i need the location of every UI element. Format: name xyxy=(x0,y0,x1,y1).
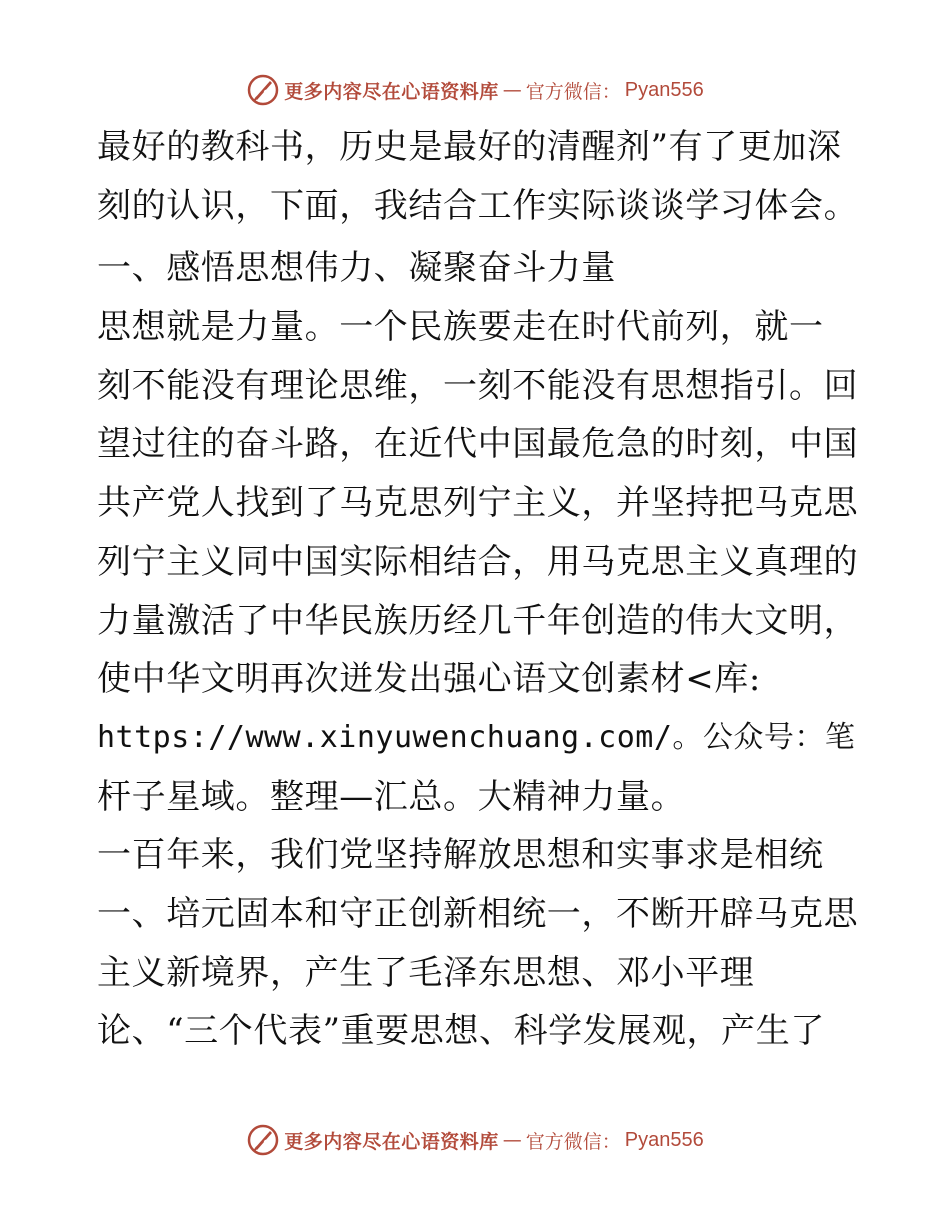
body-line: 一百年来，我们党坚持解放思想和实事求是相统 xyxy=(97,835,824,876)
body-line: 望过往的奋斗路，在近代中国最危急的时刻，中国 xyxy=(97,424,859,465)
banner-brand-text: 更多内容尽在心语资料库 xyxy=(284,80,499,103)
quill-pen-logo-icon xyxy=(246,1123,280,1157)
body-line: 主义新境界，产生了毛泽东思想、邓小平理 xyxy=(97,952,755,993)
footer-banner xyxy=(0,1120,950,1160)
banner-separator: — xyxy=(502,1129,522,1151)
body-line: 共产党人找到了马克思列宁主义，并坚持把马克思 xyxy=(97,483,859,524)
body-line: 刻的认识，下面，我结合工作实际谈谈学习体会。 xyxy=(97,185,859,226)
banner-wechat-id: Pyan556 xyxy=(624,78,704,101)
banner-wechat-label: 官方微信： xyxy=(525,80,621,103)
section-heading: 一、感悟思想伟力、凝聚奋斗力量 xyxy=(97,248,616,289)
banner-separator: — xyxy=(502,79,522,101)
quill-pen-logo-icon xyxy=(246,73,280,107)
banner-wechat-id: Pyan556 xyxy=(624,1128,704,1151)
body-line: 力量激活了中华民族历经几千年创造的伟大文明， xyxy=(97,600,859,641)
header-banner xyxy=(0,70,950,110)
body-line: 使中华文明再次迸发出强心语文创素材<库: xyxy=(97,659,761,700)
body-line: 刻不能没有理论思维，一刻不能没有思想指引。回 xyxy=(97,365,859,406)
body-line: 列宁主义同中国实际相结合，用马克思主义真理的 xyxy=(97,541,859,582)
body-line: 最好的教科书，历史是最好的清醒剂”有了更加深 xyxy=(97,127,842,167)
document-body xyxy=(97,118,857,1061)
body-line: 一、培元固本和守正创新相统一，不断开辟马克思 xyxy=(97,893,859,934)
body-line: 思想就是力量。一个民族要走在时代前列，就一 xyxy=(97,307,824,348)
body-line: 杆子星域。整理—汇总。大精神力量。 xyxy=(97,776,686,817)
banner-brand-text: 更多内容尽在心语资料库 xyxy=(284,1130,499,1153)
body-line: 论、“三个代表”重要思想、科学发展观，产生了 xyxy=(97,1011,825,1052)
body-line-url: https://www.xinyuwenchuang.com/。公众号：笔 xyxy=(97,719,856,755)
banner-wechat-label: 官方微信： xyxy=(525,1130,621,1153)
